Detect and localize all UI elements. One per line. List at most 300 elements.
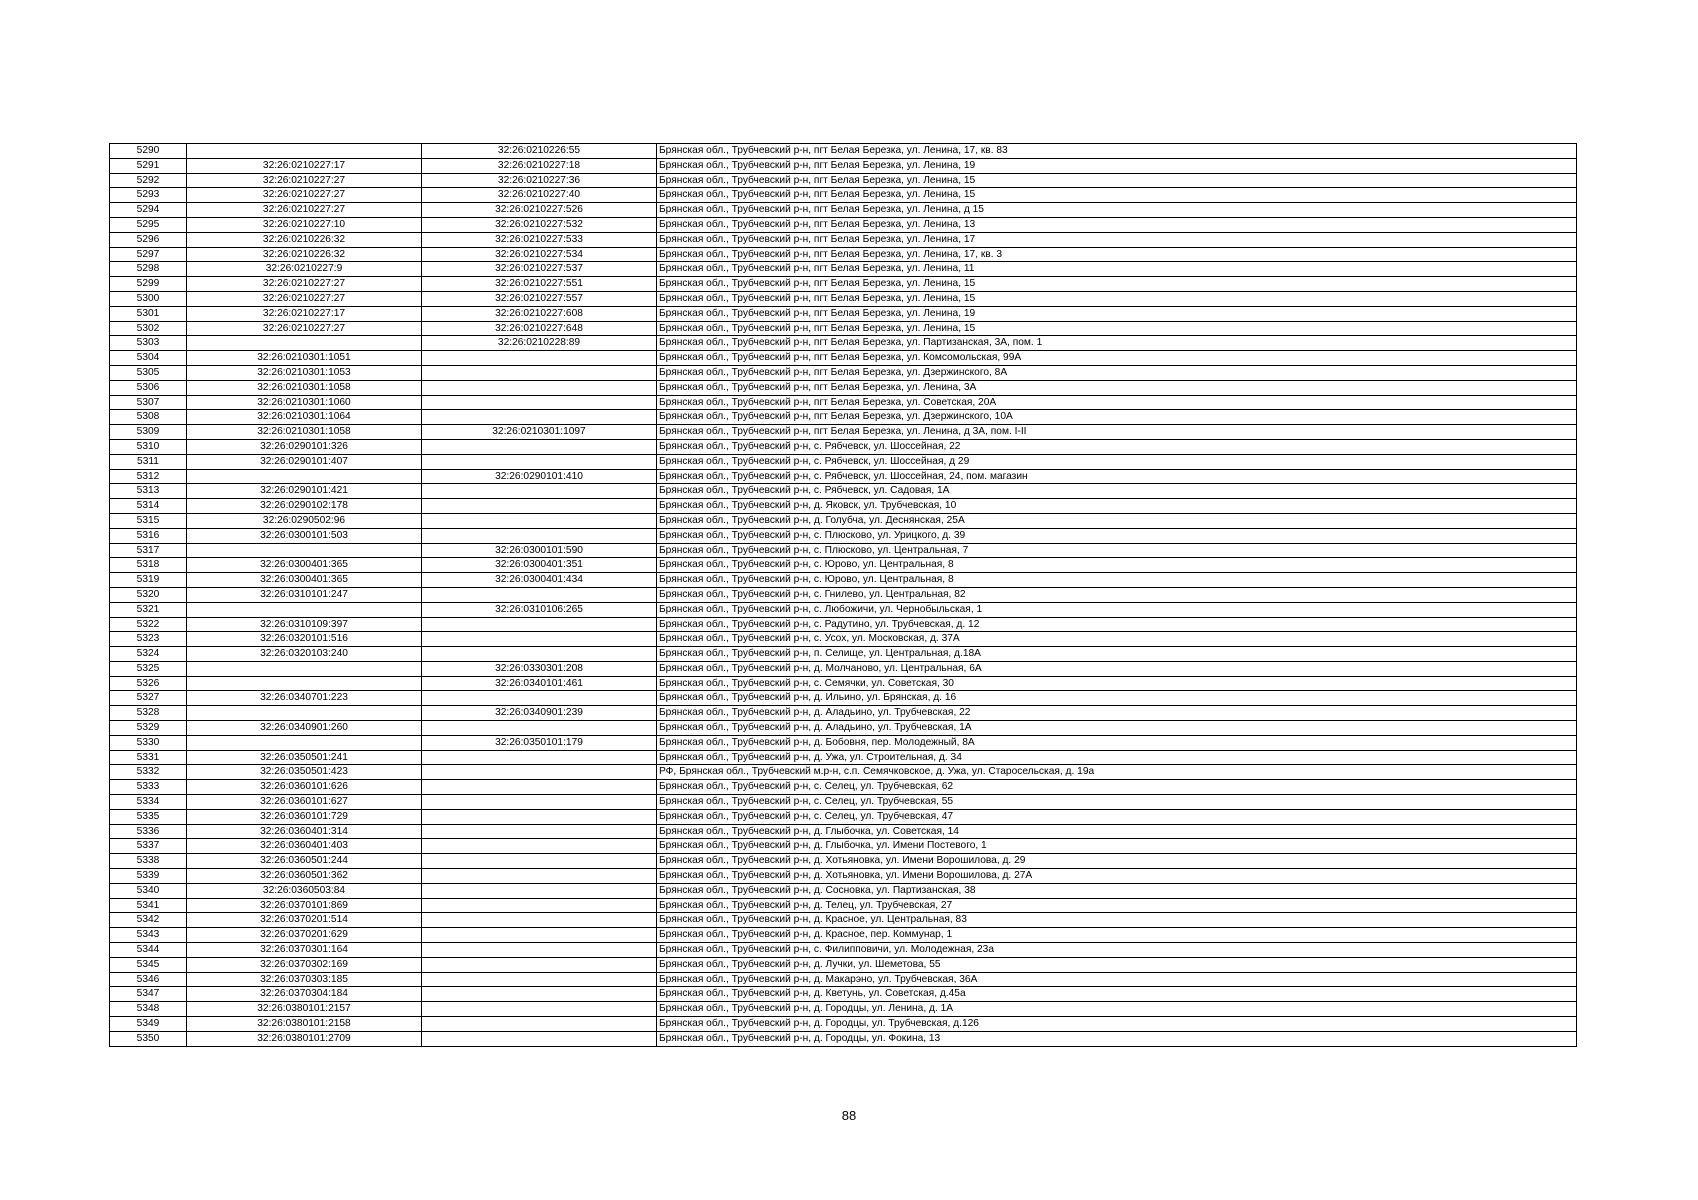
row-number-cell: 5308 [110,410,187,425]
table-row [110,454,1577,469]
row-number-cell: 5334 [110,795,187,810]
parcel-cadastral-number-cell: 32:26:0360501:362 [187,869,422,884]
address-cell: Брянская обл., Трубчевский р-н, пгт Белая Березка, ул. Комсомольская, 99А [657,351,1577,366]
object-cadastral-number-cell [422,1031,657,1046]
object-cadastral-number-cell: 32:26:0210227:648 [422,321,657,336]
object-cadastral-number-cell: 32:26:0210227:533 [422,232,657,247]
object-cadastral-number-cell [422,691,657,706]
parcel-cadastral-number-cell [187,661,422,676]
address-cell: Брянская обл., Трубчевский р-н, д. Красное, пер. Коммунар, 1 [657,928,1577,943]
registry-table-body [110,144,1577,1047]
parcel-cadastral-number-cell: 32:26:0210227:17 [187,306,422,321]
parcel-cadastral-number-cell [187,735,422,750]
table-row [110,188,1577,203]
parcel-cadastral-number-cell: 32:26:0340901:260 [187,721,422,736]
parcel-cadastral-number-cell: 32:26:0370303:185 [187,972,422,987]
table-row [110,395,1577,410]
address-cell: Брянская обл., Трубчевский р-н, с. Филипповичи, ул. Молодежная, 23а [657,943,1577,958]
object-cadastral-number-cell [422,928,657,943]
object-cadastral-number-cell: 32:26:0300401:434 [422,573,657,588]
row-number-cell: 5340 [110,883,187,898]
address-cell: Брянская обл., Трубчевский р-н, пгт Белая Березка, ул. Ленина, 15 [657,321,1577,336]
row-number-cell: 5330 [110,735,187,750]
object-cadastral-number-cell: 32:26:0340901:239 [422,706,657,721]
table-row [110,809,1577,824]
object-cadastral-number-cell [422,721,657,736]
row-number-cell: 5311 [110,454,187,469]
parcel-cadastral-number-cell: 32:26:0210227:27 [187,277,422,292]
table-row [110,217,1577,232]
parcel-cadastral-number-cell: 32:26:0380101:2158 [187,1017,422,1032]
address-cell: Брянская обл., Трубчевский р-н, д. Яковск, ул. Трубчевская, 10 [657,499,1577,514]
table-row [110,676,1577,691]
object-cadastral-number-cell [422,1002,657,1017]
address-cell: Брянская обл., Трубчевский р-н, пгт Белая Березка, ул. Ленина, 13 [657,217,1577,232]
row-number-cell: 5323 [110,632,187,647]
parcel-cadastral-number-cell: 32:26:0210227:27 [187,203,422,218]
table-row [110,750,1577,765]
address-cell: Брянская обл., Трубчевский р-н, пгт Белая Березка, ул. Ленина, 17, кв. 83 [657,144,1577,159]
object-cadastral-number-cell: 32:26:0210227:551 [422,277,657,292]
row-number-cell: 5332 [110,765,187,780]
address-cell: Брянская обл., Трубчевский р-н, с. Селец, ул. Трубчевская, 47 [657,809,1577,824]
row-number-cell: 5295 [110,217,187,232]
object-cadastral-number-cell [422,839,657,854]
address-cell: Брянская обл., Трубчевский р-н, с. Усох, ул. Московская, д. 37А [657,632,1577,647]
object-cadastral-number-cell [422,809,657,824]
address-cell: Брянская обл., Трубчевский р-н, д. Сосновка, ул. Партизанская, 38 [657,883,1577,898]
parcel-cadastral-number-cell: 32:26:0290101:326 [187,439,422,454]
address-cell: Брянская обл., Трубчевский р-н, пгт Белая Березка, ул. Ленина, д 3А, пом. I-II [657,425,1577,440]
table-row [110,321,1577,336]
address-cell: Брянская обл., Трубчевский р-н, пгт Белая Березка, ул. Ленина, 17 [657,232,1577,247]
table-row [110,587,1577,602]
object-cadastral-number-cell: 32:26:0340101:461 [422,676,657,691]
row-number-cell: 5298 [110,262,187,277]
row-number-cell: 5337 [110,839,187,854]
table-row [110,173,1577,188]
address-cell: Брянская обл., Трубчевский р-н, д. Глыбочка, ул. Советская, 14 [657,824,1577,839]
object-cadastral-number-cell [422,765,657,780]
object-cadastral-number-cell [422,351,657,366]
address-cell: Брянская обл., Трубчевский р-н, д. Лучки, ул. Шеметова, 55 [657,957,1577,972]
parcel-cadastral-number-cell: 32:26:0210227:27 [187,173,422,188]
object-cadastral-number-cell: 32:26:0210301:1097 [422,425,657,440]
object-cadastral-number-cell [422,617,657,632]
object-cadastral-number-cell [422,454,657,469]
parcel-cadastral-number-cell: 32:26:0350501:423 [187,765,422,780]
row-number-cell: 5345 [110,957,187,972]
object-cadastral-number-cell [422,380,657,395]
address-cell: Брянская обл., Трубчевский р-н, пгт Белая Березка, ул. Ленина, 11 [657,262,1577,277]
address-cell: Брянская обл., Трубчевский р-н, д. Городцы, ул. Ленина, д. 1А [657,1002,1577,1017]
row-number-cell: 5310 [110,439,187,454]
address-cell: Брянская обл., Трубчевский р-н, п. Селище, ул. Центральная, д.18А [657,647,1577,662]
row-number-cell: 5292 [110,173,187,188]
object-cadastral-number-cell [422,913,657,928]
table-row [110,277,1577,292]
table-row [110,247,1577,262]
parcel-cadastral-number-cell [187,706,422,721]
object-cadastral-number-cell [422,987,657,1002]
table-row [110,883,1577,898]
table-row [110,943,1577,958]
address-cell: Брянская обл., Трубчевский р-н, пгт Белая Березка, ул. Ленина, 19 [657,306,1577,321]
table-row [110,765,1577,780]
object-cadastral-number-cell: 32:26:0290101:410 [422,469,657,484]
row-number-cell: 5294 [110,203,187,218]
address-cell: Брянская обл., Трубчевский р-н, пгт Белая Березка, ул. Ленина, д 15 [657,203,1577,218]
object-cadastral-number-cell: 32:26:0310106:265 [422,602,657,617]
parcel-cadastral-number-cell: 32:26:0310109:397 [187,617,422,632]
address-cell: Брянская обл., Трубчевский р-н, с. Любожичи, ул. Чернобыльская, 1 [657,602,1577,617]
address-cell: Брянская обл., Трубчевский р-н, д. Глыбочка, ул. Имени Постевого, 1 [657,839,1577,854]
address-cell: Брянская обл., Трубчевский р-н, д. Красное, ул. Центральная, 83 [657,913,1577,928]
address-cell: Брянская обл., Трубчевский р-н, с. Рябчевск, ул. Шоссейная, д 29 [657,454,1577,469]
row-number-cell: 5328 [110,706,187,721]
address-cell: Брянская обл., Трубчевский р-н, с. Гнилево, ул. Центральная, 82 [657,587,1577,602]
table-row [110,972,1577,987]
row-number-cell: 5329 [110,721,187,736]
row-number-cell: 5293 [110,188,187,203]
row-number-cell: 5290 [110,144,187,159]
address-cell: Брянская обл., Трубчевский р-н, пгт Белая Березка, ул. Ленина, 15 [657,188,1577,203]
row-number-cell: 5303 [110,336,187,351]
table-row [110,365,1577,380]
row-number-cell: 5315 [110,513,187,528]
parcel-cadastral-number-cell: 32:26:0210301:1064 [187,410,422,425]
row-number-cell: 5299 [110,277,187,292]
parcel-cadastral-number-cell: 32:26:0210227:27 [187,291,422,306]
page-number: 88 [841,1108,857,1123]
object-cadastral-number-cell: 32:26:0330301:208 [422,661,657,676]
address-cell: Брянская обл., Трубчевский р-н, пгт Белая Березка, ул. Ленина, 3А [657,380,1577,395]
row-number-cell: 5296 [110,232,187,247]
row-number-cell: 5314 [110,499,187,514]
row-number-cell: 5319 [110,573,187,588]
table-row [110,291,1577,306]
parcel-cadastral-number-cell: 32:26:0210301:1053 [187,365,422,380]
table-row [110,839,1577,854]
parcel-cadastral-number-cell [187,144,422,159]
address-cell: Брянская обл., Трубчевский р-н, д. Молчаново, ул. Центральная, 6А [657,661,1577,676]
object-cadastral-number-cell: 32:26:0350101:179 [422,735,657,750]
object-cadastral-number-cell: 32:26:0210227:534 [422,247,657,262]
parcel-cadastral-number-cell: 32:26:0310101:247 [187,587,422,602]
row-number-cell: 5322 [110,617,187,632]
object-cadastral-number-cell [422,957,657,972]
object-cadastral-number-cell: 32:26:0210227:557 [422,291,657,306]
object-cadastral-number-cell [422,898,657,913]
parcel-cadastral-number-cell: 32:26:0290502:96 [187,513,422,528]
row-number-cell: 5321 [110,602,187,617]
address-cell: Брянская обл., Трубчевский р-н, пгт Белая Березка, ул. Дзержинского, 10А [657,410,1577,425]
address-cell: Брянская обл., Трубчевский р-н, д. Кветунь, ул. Советская, д.45а [657,987,1577,1002]
table-row [110,824,1577,839]
table-row [110,661,1577,676]
row-number-cell: 5324 [110,647,187,662]
parcel-cadastral-number-cell: 32:26:0360503:84 [187,883,422,898]
parcel-cadastral-number-cell: 32:26:0320103:240 [187,647,422,662]
address-cell: РФ, Брянская обл., Трубчевский м.р-н, с.п. Семячковское, д. Ужа, ул. Старосельская, д. 19а [657,765,1577,780]
parcel-cadastral-number-cell: 32:26:0210227:27 [187,321,422,336]
address-cell: Брянская обл., Трубчевский р-н, пгт Белая Березка, ул. Партизанская, 3А, пом. 1 [657,336,1577,351]
address-cell: Брянская обл., Трубчевский р-н, с. Селец, ул. Трубчевская, 55 [657,795,1577,810]
address-cell: Брянская обл., Трубчевский р-н, д. Хотьяновка, ул. Имени Ворошилова, д. 29 [657,854,1577,869]
parcel-cadastral-number-cell: 32:26:0210226:32 [187,247,422,262]
row-number-cell: 5313 [110,484,187,499]
table-row [110,425,1577,440]
table-row [110,439,1577,454]
parcel-cadastral-number-cell: 32:26:0210301:1058 [187,425,422,440]
object-cadastral-number-cell [422,883,657,898]
object-cadastral-number-cell [422,972,657,987]
table-row [110,513,1577,528]
address-cell: Брянская обл., Трубчевский р-н, пгт Белая Березка, ул. Дзержинского, 8А [657,365,1577,380]
address-cell: Брянская обл., Трубчевский р-н, с. Рябчевск, ул. Шоссейная, 24, пом. магазин [657,469,1577,484]
parcel-cadastral-number-cell: 32:26:0210226:32 [187,232,422,247]
parcel-cadastral-number-cell: 32:26:0290101:421 [187,484,422,499]
object-cadastral-number-cell: 32:26:0210227:40 [422,188,657,203]
table-row [110,543,1577,558]
object-cadastral-number-cell: 32:26:0210228:89 [422,336,657,351]
table-row [110,647,1577,662]
object-cadastral-number-cell [422,410,657,425]
table-row [110,854,1577,869]
object-cadastral-number-cell [422,869,657,884]
row-number-cell: 5325 [110,661,187,676]
address-cell: Брянская обл., Трубчевский р-н, с. Плюсково, ул. Урицкого, д. 39 [657,528,1577,543]
row-number-cell: 5306 [110,380,187,395]
table-row [110,1002,1577,1017]
address-cell: Брянская обл., Трубчевский р-н, с. Юрово, ул. Центральная, 8 [657,558,1577,573]
object-cadastral-number-cell [422,365,657,380]
address-cell: Брянская обл., Трубчевский р-н, с. Рябчевск, ул. Садовая, 1А [657,484,1577,499]
table-row [110,706,1577,721]
address-cell: Брянская обл., Трубчевский р-н, д. Аладьино, ул. Трубчевская, 22 [657,706,1577,721]
row-number-cell: 5348 [110,1002,187,1017]
row-number-cell: 5331 [110,750,187,765]
parcel-cadastral-number-cell: 32:26:0210227:27 [187,188,422,203]
table-row [110,735,1577,750]
table-row [110,336,1577,351]
object-cadastral-number-cell [422,395,657,410]
parcel-cadastral-number-cell: 32:26:0300401:365 [187,558,422,573]
address-cell: Брянская обл., Трубчевский р-н, пгт Белая Березка, ул. Советская, 20А [657,395,1577,410]
object-cadastral-number-cell: 32:26:0210227:537 [422,262,657,277]
parcel-cadastral-number-cell: 32:26:0370302:169 [187,957,422,972]
table-row [110,558,1577,573]
row-number-cell: 5341 [110,898,187,913]
table-row [110,528,1577,543]
table-row [110,721,1577,736]
object-cadastral-number-cell [422,795,657,810]
table-row [110,987,1577,1002]
registry-table [109,143,1577,1047]
parcel-cadastral-number-cell: 32:26:0370201:514 [187,913,422,928]
address-cell: Брянская обл., Трубчевский р-н, с. Юрово, ул. Центральная, 8 [657,573,1577,588]
object-cadastral-number-cell: 32:26:0300401:351 [422,558,657,573]
row-number-cell: 5347 [110,987,187,1002]
object-cadastral-number-cell [422,513,657,528]
row-number-cell: 5317 [110,543,187,558]
parcel-cadastral-number-cell: 32:26:0360101:626 [187,780,422,795]
address-cell: Брянская обл., Трубчевский р-н, пгт Белая Березка, ул. Ленина, 15 [657,277,1577,292]
row-number-cell: 5339 [110,869,187,884]
row-number-cell: 5304 [110,351,187,366]
row-number-cell: 5300 [110,291,187,306]
table-row [110,144,1577,159]
row-number-cell: 5333 [110,780,187,795]
parcel-cadastral-number-cell: 32:26:0370101:869 [187,898,422,913]
address-cell: Брянская обл., Трубчевский р-н, пгт Белая Березка, ул. Ленина, 15 [657,173,1577,188]
parcel-cadastral-number-cell [187,602,422,617]
object-cadastral-number-cell: 32:26:0210226:55 [422,144,657,159]
table-row [110,617,1577,632]
table-row [110,203,1577,218]
address-cell: Брянская обл., Трубчевский р-н, с. Рябчевск, ул. Шоссейная, 22 [657,439,1577,454]
object-cadastral-number-cell [422,632,657,647]
row-number-cell: 5318 [110,558,187,573]
parcel-cadastral-number-cell: 32:26:0210227:10 [187,217,422,232]
parcel-cadastral-number-cell: 32:26:0340701:223 [187,691,422,706]
row-number-cell: 5302 [110,321,187,336]
table-row [110,158,1577,173]
object-cadastral-number-cell [422,647,657,662]
table-row [110,869,1577,884]
address-cell: Брянская обл., Трубчевский р-н, д. Бобовня, пер. Молодежный, 8А [657,735,1577,750]
address-cell: Брянская обл., Трубчевский р-н, д. Аладьино, ул. Трубчевская, 1А [657,721,1577,736]
parcel-cadastral-number-cell: 32:26:0350501:241 [187,750,422,765]
row-number-cell: 5346 [110,972,187,987]
row-number-cell: 5326 [110,676,187,691]
parcel-cadastral-number-cell: 32:26:0360101:729 [187,809,422,824]
parcel-cadastral-number-cell [187,543,422,558]
row-number-cell: 5350 [110,1031,187,1046]
parcel-cadastral-number-cell: 32:26:0370304:184 [187,987,422,1002]
object-cadastral-number-cell [422,854,657,869]
table-row [110,410,1577,425]
address-cell: Брянская обл., Трубчевский р-н, д. Макарэно, ул. Трубчевская, 36А [657,972,1577,987]
object-cadastral-number-cell: 32:26:0210227:608 [422,306,657,321]
table-row [110,928,1577,943]
parcel-cadastral-number-cell: 32:26:0210227:9 [187,262,422,277]
row-number-cell: 5342 [110,913,187,928]
parcel-cadastral-number-cell: 32:26:0210301:1060 [187,395,422,410]
row-number-cell: 5336 [110,824,187,839]
table-row [110,632,1577,647]
table-row [110,602,1577,617]
row-number-cell: 5297 [110,247,187,262]
parcel-cadastral-number-cell: 32:26:0320101:516 [187,632,422,647]
row-number-cell: 5316 [110,528,187,543]
row-number-cell: 5327 [110,691,187,706]
table-row [110,351,1577,366]
object-cadastral-number-cell [422,780,657,795]
table-row [110,306,1577,321]
parcel-cadastral-number-cell: 32:26:0290102:178 [187,499,422,514]
object-cadastral-number-cell [422,943,657,958]
parcel-cadastral-number-cell: 32:26:0380101:2709 [187,1031,422,1046]
parcel-cadastral-number-cell: 32:26:0300101:503 [187,528,422,543]
row-number-cell: 5344 [110,943,187,958]
address-cell: Брянская обл., Трубчевский р-н, д. Ужа, ул. Строительная, д. 34 [657,750,1577,765]
parcel-cadastral-number-cell [187,469,422,484]
row-number-cell: 5335 [110,809,187,824]
address-cell: Брянская обл., Трубчевский р-н, с. Семячки, ул. Советская, 30 [657,676,1577,691]
table-row [110,1017,1577,1032]
address-cell: Брянская обл., Трубчевский р-н, д. Городцы, ул. Трубчевская, д.126 [657,1017,1577,1032]
row-number-cell: 5305 [110,365,187,380]
table-row [110,499,1577,514]
parcel-cadastral-number-cell [187,336,422,351]
parcel-cadastral-number-cell [187,676,422,691]
table-row [110,484,1577,499]
row-number-cell: 5349 [110,1017,187,1032]
table-row [110,691,1577,706]
parcel-cadastral-number-cell: 32:26:0210227:17 [187,158,422,173]
row-number-cell: 5343 [110,928,187,943]
address-cell: Брянская обл., Трубчевский р-н, с. Плюсково, ул. Центральная, 7 [657,543,1577,558]
object-cadastral-number-cell: 32:26:0300101:590 [422,543,657,558]
parcel-cadastral-number-cell: 32:26:0360401:314 [187,824,422,839]
address-cell: Брянская обл., Трубчевский р-н, д. Городцы, ул. Фокина, 13 [657,1031,1577,1046]
object-cadastral-number-cell [422,587,657,602]
table-row [110,1031,1577,1046]
address-cell: Брянская обл., Трубчевский р-н, д. Голубча, ул. Деснянская, 25А [657,513,1577,528]
row-number-cell: 5291 [110,158,187,173]
table-row [110,573,1577,588]
parcel-cadastral-number-cell: 32:26:0210301:1058 [187,380,422,395]
object-cadastral-number-cell: 32:26:0210227:526 [422,203,657,218]
table-row [110,957,1577,972]
row-number-cell: 5338 [110,854,187,869]
row-number-cell: 5309 [110,425,187,440]
parcel-cadastral-number-cell: 32:26:0290101:407 [187,454,422,469]
row-number-cell: 5312 [110,469,187,484]
object-cadastral-number-cell [422,750,657,765]
object-cadastral-number-cell: 32:26:0210227:36 [422,173,657,188]
object-cadastral-number-cell [422,439,657,454]
parcel-cadastral-number-cell: 32:26:0210301:1051 [187,351,422,366]
object-cadastral-number-cell [422,1017,657,1032]
object-cadastral-number-cell [422,499,657,514]
parcel-cadastral-number-cell: 32:26:0370301:164 [187,943,422,958]
parcel-cadastral-number-cell: 32:26:0360501:244 [187,854,422,869]
row-number-cell: 5307 [110,395,187,410]
object-cadastral-number-cell [422,528,657,543]
table-row [110,780,1577,795]
object-cadastral-number-cell [422,484,657,499]
address-cell: Брянская обл., Трубчевский р-н, д. Телец, ул. Трубчевская, 27 [657,898,1577,913]
row-number-cell: 5301 [110,306,187,321]
parcel-cadastral-number-cell: 32:26:0370201:629 [187,928,422,943]
table-row [110,898,1577,913]
table-row [110,795,1577,810]
address-cell: Брянская обл., Трубчевский р-н, с. Селец, ул. Трубчевская, 62 [657,780,1577,795]
parcel-cadastral-number-cell: 32:26:0300401:365 [187,573,422,588]
table-row [110,262,1577,277]
table-row [110,913,1577,928]
address-cell: Брянская обл., Трубчевский р-н, пгт Белая Березка, ул. Ленина, 17, кв. 3 [657,247,1577,262]
address-cell: Брянская обл., Трубчевский р-н, пгт Белая Березка, ул. Ленина, 15 [657,291,1577,306]
row-number-cell: 5320 [110,587,187,602]
object-cadastral-number-cell: 32:26:0210227:18 [422,158,657,173]
address-cell: Брянская обл., Трубчевский р-н, д. Хотьяновка, ул. Имени Ворошилова, д. 27А [657,869,1577,884]
table-row [110,380,1577,395]
table-row [110,232,1577,247]
parcel-cadastral-number-cell: 32:26:0380101:2157 [187,1002,422,1017]
